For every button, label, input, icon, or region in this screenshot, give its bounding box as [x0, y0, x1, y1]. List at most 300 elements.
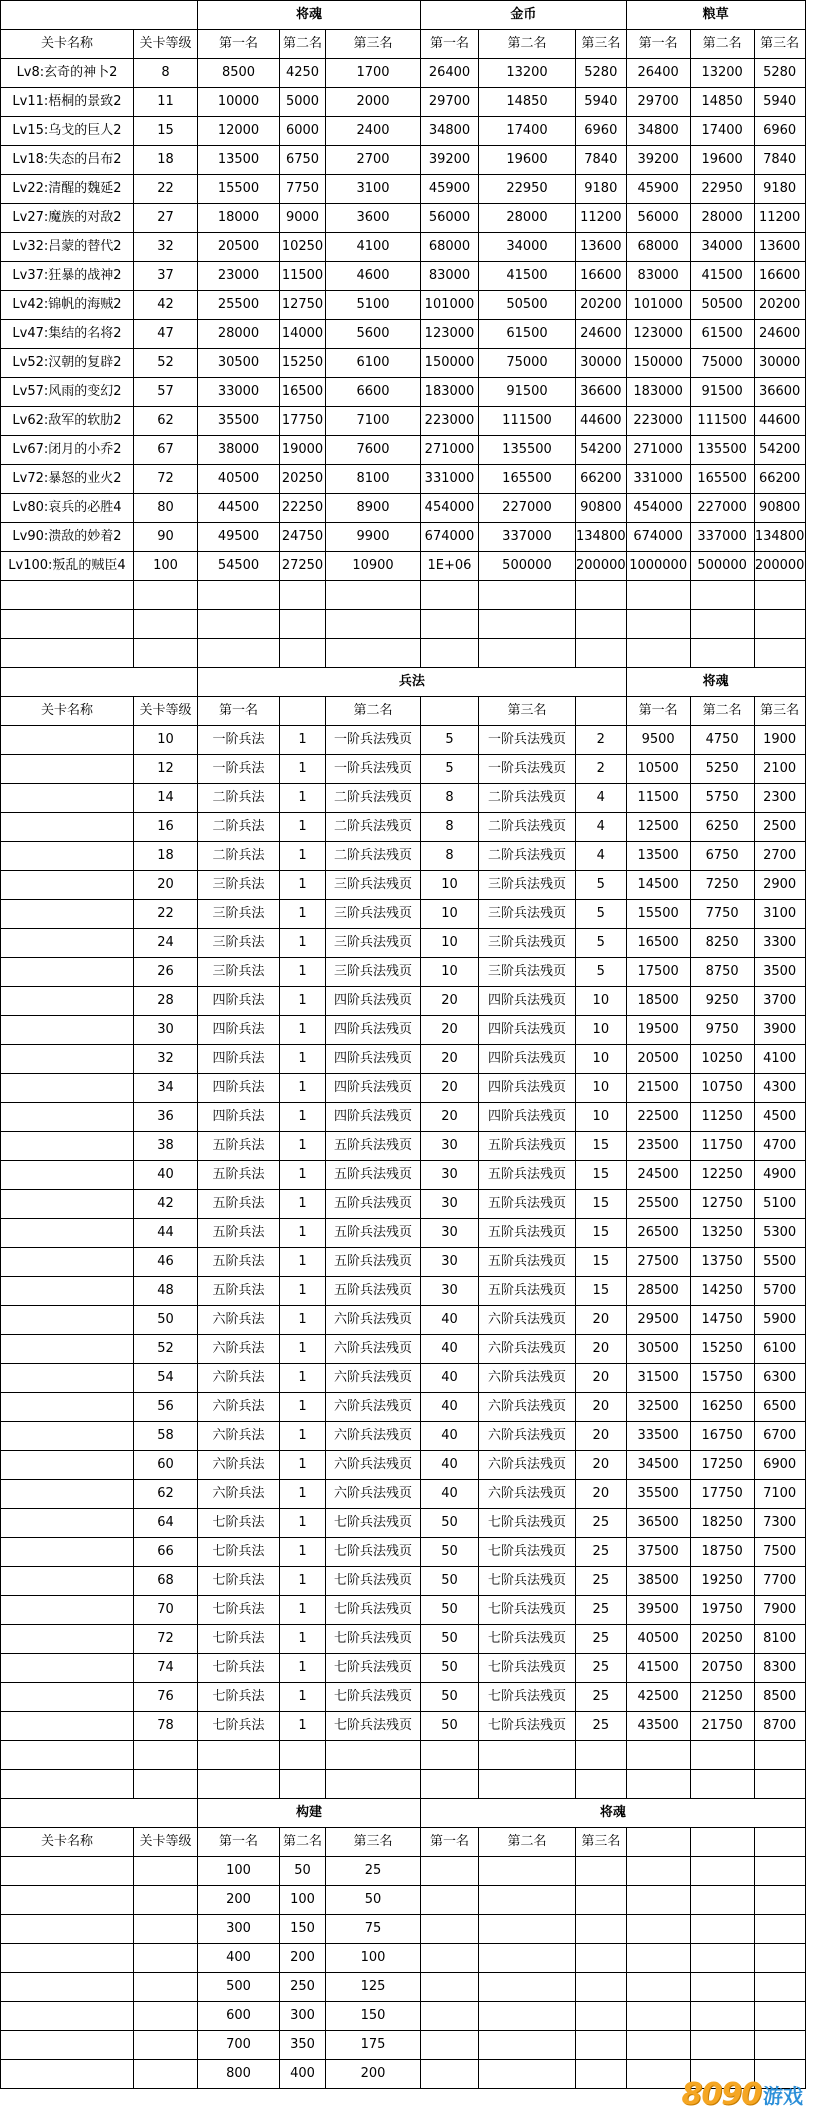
goujian-row	[1, 1886, 806, 1915]
table-cell: 一阶兵法残页	[479, 755, 576, 784]
stage-name-cell	[1, 1886, 134, 1915]
table-cell: 15	[134, 117, 198, 146]
table-cell: 5750	[690, 784, 754, 813]
column-header-row	[1, 697, 806, 726]
table-cell: 17250	[690, 1451, 754, 1480]
table-cell: 44	[134, 1219, 198, 1248]
bingfa-row	[1, 1306, 806, 1335]
table-cell: 19600	[690, 146, 754, 175]
table-cell: 134800	[754, 523, 805, 552]
column-header: 第一名	[198, 30, 280, 59]
table-cell: 六阶兵法	[198, 1306, 280, 1335]
table-cell: 22250	[280, 494, 326, 523]
table-cell: 2700	[754, 842, 805, 871]
table-cell: 23500	[626, 1132, 690, 1161]
stage-name-cell: Lv52:汉朝的复辟2	[1, 349, 134, 378]
column-header: 第一名	[626, 697, 690, 726]
table-cell: 150	[280, 1915, 326, 1944]
table-cell: 28000	[479, 204, 576, 233]
table-cell: 36	[134, 1103, 198, 1132]
blank-row	[1, 610, 806, 639]
table-cell: 三阶兵法	[198, 929, 280, 958]
table-cell	[626, 1944, 690, 1973]
table-cell: 五阶兵法残页	[479, 1132, 576, 1161]
table-cell: 227000	[479, 494, 576, 523]
table-cell: 50	[326, 1886, 421, 1915]
bingfa-row	[1, 1509, 806, 1538]
empty-cell	[326, 1741, 421, 1770]
table-cell: 4900	[754, 1161, 805, 1190]
bingfa-row	[1, 1074, 806, 1103]
table-cell: 5700	[754, 1277, 805, 1306]
table-cell: 1	[280, 1451, 326, 1480]
table-cell: 50	[421, 1654, 479, 1683]
table-cell: 16500	[280, 378, 326, 407]
section-title: 构建	[198, 1799, 421, 1828]
table-cell: 40	[421, 1364, 479, 1393]
table-cell	[479, 1857, 576, 1886]
table-cell	[479, 2002, 576, 2031]
table-cell: 300	[280, 2002, 326, 2031]
reward-row	[1, 204, 806, 233]
table-cell: 四阶兵法残页	[479, 1016, 576, 1045]
table-cell: 七阶兵法残页	[479, 1654, 576, 1683]
table-cell: 674000	[626, 523, 690, 552]
table-cell: 15500	[626, 900, 690, 929]
bingfa-row	[1, 1538, 806, 1567]
table-cell: 42	[134, 1190, 198, 1219]
table-cell: 30	[421, 1248, 479, 1277]
table-cell: 34000	[690, 233, 754, 262]
table-cell: 25	[576, 1538, 627, 1567]
table-cell: 32500	[626, 1393, 690, 1422]
table-cell: 七阶兵法	[198, 1625, 280, 1654]
table-cell: 32	[134, 233, 198, 262]
table-cell: 45900	[421, 175, 479, 204]
table-cell: 5280	[576, 59, 627, 88]
table-cell: 五阶兵法残页	[479, 1219, 576, 1248]
table-cell: 一阶兵法残页	[326, 755, 421, 784]
table-cell: 37	[134, 262, 198, 291]
table-cell: 10	[576, 1103, 627, 1132]
empty-cell	[626, 610, 690, 639]
bingfa-row	[1, 1480, 806, 1509]
stage-name-cell	[1, 1364, 134, 1393]
stage-name-cell	[1, 1915, 134, 1944]
watermark-number: 8090	[681, 2077, 761, 2112]
table-cell: 4250	[280, 59, 326, 88]
stage-name-cell	[1, 871, 134, 900]
table-cell: 二阶兵法残页	[326, 784, 421, 813]
empty-cell	[1, 581, 134, 610]
empty-cell	[1, 1, 198, 30]
table-cell	[626, 2031, 690, 2060]
table-cell: 26	[134, 958, 198, 987]
table-cell: 175	[326, 2031, 421, 2060]
table-cell: 183000	[626, 378, 690, 407]
table-cell: 7750	[280, 175, 326, 204]
table-cell: 七阶兵法残页	[326, 1654, 421, 1683]
table-cell: 六阶兵法残页	[479, 1393, 576, 1422]
table-cell: 5	[421, 755, 479, 784]
reward-row	[1, 436, 806, 465]
table-cell: 54500	[198, 552, 280, 581]
table-cell	[626, 1886, 690, 1915]
table-cell: 337000	[690, 523, 754, 552]
table-cell: 12750	[690, 1190, 754, 1219]
table-cell: 200000	[576, 552, 627, 581]
table-cell: 40	[134, 1161, 198, 1190]
column-header: 第一名	[198, 697, 280, 726]
table-cell: 27	[134, 204, 198, 233]
table-cell: 6000	[280, 117, 326, 146]
table-cell: 2400	[326, 117, 421, 146]
table-cell	[421, 2002, 479, 2031]
table-cell: 19250	[690, 1567, 754, 1596]
table-cell: 3500	[754, 958, 805, 987]
table-cell	[479, 1886, 576, 1915]
table-cell: 18500	[626, 987, 690, 1016]
stage-name-cell	[1, 784, 134, 813]
table-cell: 5100	[754, 1190, 805, 1219]
stage-name-cell	[1, 1161, 134, 1190]
table-cell	[421, 1973, 479, 2002]
table-cell: 15	[576, 1161, 627, 1190]
table-cell: 二阶兵法	[198, 784, 280, 813]
table-cell: 35500	[626, 1480, 690, 1509]
bingfa-row	[1, 1596, 806, 1625]
reward-row	[1, 378, 806, 407]
table-cell: 15	[576, 1277, 627, 1306]
table-cell: 五阶兵法	[198, 1277, 280, 1306]
table-cell: 1000000	[626, 552, 690, 581]
table-cell: 26400	[421, 59, 479, 88]
section-title: 将魂	[626, 668, 805, 697]
table-cell: 六阶兵法残页	[326, 1422, 421, 1451]
table-cell: 五阶兵法残页	[326, 1190, 421, 1219]
table-cell: 四阶兵法残页	[326, 1045, 421, 1074]
stage-name-cell: Lv47:集结的名将2	[1, 320, 134, 349]
table-cell: 20	[421, 1045, 479, 1074]
reward-row	[1, 349, 806, 378]
table-cell: 8300	[754, 1654, 805, 1683]
table-cell: 二阶兵法残页	[479, 784, 576, 813]
reward-row	[1, 552, 806, 581]
table-cell	[576, 1915, 627, 1944]
table-cell: 91500	[690, 378, 754, 407]
stage-name-cell: Lv67:闭月的小乔2	[1, 436, 134, 465]
table-cell: 10	[576, 987, 627, 1016]
bingfa-row	[1, 1654, 806, 1683]
table-cell: 11200	[754, 204, 805, 233]
table-cell: 六阶兵法残页	[479, 1422, 576, 1451]
column-header: 第二名	[690, 697, 754, 726]
reward-row	[1, 146, 806, 175]
site-watermark-logo	[682, 2066, 804, 2112]
table-cell: 1	[280, 1161, 326, 1190]
table-cell: 七阶兵法残页	[326, 1596, 421, 1625]
table-cell: 8250	[690, 929, 754, 958]
table-cell: 7100	[754, 1480, 805, 1509]
stage-name-cell	[1, 900, 134, 929]
bingfa-row	[1, 871, 806, 900]
table-cell: 1	[280, 842, 326, 871]
table-cell: 331000	[421, 465, 479, 494]
table-cell: 9000	[280, 204, 326, 233]
table-cell: 52	[134, 349, 198, 378]
table-cell: 600	[198, 2002, 280, 2031]
table-cell	[134, 2060, 198, 2089]
table-cell	[421, 1915, 479, 1944]
empty-cell	[576, 697, 627, 726]
table-cell: 五阶兵法残页	[326, 1248, 421, 1277]
table-cell: 七阶兵法残页	[479, 1538, 576, 1567]
stage-name-cell	[1, 842, 134, 871]
table-cell: 135500	[479, 436, 576, 465]
table-cell: 500	[198, 1973, 280, 2002]
empty-cell	[576, 1741, 627, 1770]
stage-name-cell	[1, 755, 134, 784]
bingfa-row	[1, 929, 806, 958]
table-cell: 20200	[576, 291, 627, 320]
table-cell	[576, 2060, 627, 2089]
table-cell: 6500	[754, 1393, 805, 1422]
table-cell: 52	[134, 1335, 198, 1364]
table-cell: 454000	[421, 494, 479, 523]
table-cell: 400	[198, 1944, 280, 1973]
table-cell: 200	[326, 2060, 421, 2089]
empty-cell	[1, 639, 134, 668]
table-cell: 400	[280, 2060, 326, 2089]
table-cell: 20	[576, 1393, 627, 1422]
reward-row	[1, 494, 806, 523]
table-cell: 54200	[576, 436, 627, 465]
table-cell: 20	[421, 1103, 479, 1132]
table-cell: 15250	[690, 1335, 754, 1364]
table-cell: 9500	[626, 726, 690, 755]
table-cell: 五阶兵法	[198, 1190, 280, 1219]
table-cell: 3700	[754, 987, 805, 1016]
table-cell: 28000	[198, 320, 280, 349]
table-cell: 七阶兵法残页	[326, 1509, 421, 1538]
table-cell: 50	[134, 1306, 198, 1335]
table-cell: 三阶兵法残页	[479, 929, 576, 958]
table-cell: 一阶兵法残页	[326, 726, 421, 755]
table-cell: 六阶兵法残页	[479, 1364, 576, 1393]
goujian-row	[1, 1857, 806, 1886]
table-cell: 一阶兵法残页	[479, 726, 576, 755]
empty-cell	[1, 1799, 198, 1828]
table-cell: 六阶兵法残页	[479, 1451, 576, 1480]
table-cell: 15250	[280, 349, 326, 378]
table-cell: 10250	[690, 1045, 754, 1074]
table-cell: 四阶兵法残页	[326, 987, 421, 1016]
table-cell: 250	[280, 1973, 326, 2002]
stage-name-cell: Lv90:溃敌的妙着2	[1, 523, 134, 552]
table-cell: 22	[134, 175, 198, 204]
reward-row	[1, 465, 806, 494]
table-cell: 30500	[626, 1335, 690, 1364]
bingfa-row	[1, 1190, 806, 1219]
table-cell: 10	[421, 929, 479, 958]
goujian-row	[1, 1973, 806, 2002]
table-cell: 13600	[754, 233, 805, 262]
table-cell: 40	[421, 1422, 479, 1451]
stage-name-cell	[1, 987, 134, 1016]
table-cell: 2500	[754, 813, 805, 842]
table-cell: 23000	[198, 262, 280, 291]
empty-cell	[576, 639, 627, 668]
stage-name-cell	[1, 958, 134, 987]
table-cell: 62	[134, 407, 198, 436]
table-cell	[479, 1973, 576, 2002]
table-cell: 34	[134, 1074, 198, 1103]
table-cell: 二阶兵法	[198, 813, 280, 842]
table-cell: 七阶兵法	[198, 1509, 280, 1538]
table-cell: 43500	[626, 1712, 690, 1741]
table-cell: 5500	[754, 1248, 805, 1277]
table-cell: 15	[576, 1219, 627, 1248]
table-cell: 26400	[626, 59, 690, 88]
table-cell: 7750	[690, 900, 754, 929]
table-cell: 223000	[626, 407, 690, 436]
table-cell: 56000	[626, 204, 690, 233]
table-cell: 11500	[280, 262, 326, 291]
table-cell: 25	[576, 1596, 627, 1625]
table-cell: 25	[576, 1712, 627, 1741]
table-cell: 四阶兵法残页	[326, 1074, 421, 1103]
table-cell	[690, 2031, 754, 2060]
table-cell	[134, 1915, 198, 1944]
table-cell: 17750	[280, 407, 326, 436]
stage-name-cell: Lv72:暴怒的业火2	[1, 465, 134, 494]
table-cell: 8900	[326, 494, 421, 523]
table-cell	[690, 1857, 754, 1886]
table-cell: 5	[576, 929, 627, 958]
table-cell: 2100	[754, 755, 805, 784]
table-cell: 二阶兵法残页	[479, 842, 576, 871]
table-cell: 27500	[626, 1248, 690, 1277]
table-cell: 二阶兵法残页	[326, 813, 421, 842]
table-cell: 22950	[690, 175, 754, 204]
bingfa-row	[1, 1712, 806, 1741]
table-cell: 六阶兵法残页	[326, 1480, 421, 1509]
table-cell: 六阶兵法残页	[326, 1306, 421, 1335]
table-cell: 29700	[421, 88, 479, 117]
table-cell: 6960	[754, 117, 805, 146]
table-cell: 六阶兵法残页	[326, 1393, 421, 1422]
table-cell: 七阶兵法	[198, 1683, 280, 1712]
stage-name-cell: Lv80:哀兵的必胜4	[1, 494, 134, 523]
table-cell	[479, 1915, 576, 1944]
reward-row	[1, 407, 806, 436]
empty-cell	[134, 1770, 198, 1799]
table-cell: 5	[576, 871, 627, 900]
empty-cell	[479, 1770, 576, 1799]
table-cell: 19000	[280, 436, 326, 465]
table-cell: 六阶兵法	[198, 1364, 280, 1393]
table-cell: 10750	[690, 1074, 754, 1103]
empty-cell	[280, 610, 326, 639]
table-cell: 11	[134, 88, 198, 117]
table-cell: 7900	[754, 1596, 805, 1625]
table-cell: 38000	[198, 436, 280, 465]
table-cell: 42500	[626, 1683, 690, 1712]
empty-cell	[1, 1770, 134, 1799]
table-cell: 30500	[198, 349, 280, 378]
table-cell: 45900	[626, 175, 690, 204]
table-cell: 75000	[690, 349, 754, 378]
table-cell: 1	[280, 871, 326, 900]
column-header: 关卡名称	[1, 1828, 134, 1857]
table-cell: 50	[280, 1857, 326, 1886]
table-cell: 66200	[576, 465, 627, 494]
table-cell: 16600	[576, 262, 627, 291]
empty-cell	[626, 1770, 690, 1799]
table-cell: 四阶兵法	[198, 1045, 280, 1074]
table-cell: 40	[421, 1451, 479, 1480]
table-cell: 57	[134, 378, 198, 407]
table-cell: 300	[198, 1915, 280, 1944]
stage-name-cell	[1, 1277, 134, 1306]
reward-row	[1, 262, 806, 291]
table-cell: 50	[421, 1712, 479, 1741]
table-cell: 8	[421, 842, 479, 871]
table-cell: 四阶兵法	[198, 1016, 280, 1045]
bingfa-row	[1, 1161, 806, 1190]
table-cell: 8100	[754, 1625, 805, 1654]
empty-cell	[576, 581, 627, 610]
table-cell: 12000	[198, 117, 280, 146]
table-cell: 16750	[690, 1422, 754, 1451]
table-cell: 10000	[198, 88, 280, 117]
table-cell: 四阶兵法残页	[479, 987, 576, 1016]
table-cell: 41500	[626, 1654, 690, 1683]
empty-cell	[198, 1741, 280, 1770]
table-cell: 7500	[754, 1538, 805, 1567]
table-cell: 4700	[754, 1132, 805, 1161]
table-cell: 6900	[754, 1451, 805, 1480]
table-cell: 5	[576, 958, 627, 987]
goujian-row	[1, 1915, 806, 1944]
table-cell: 30000	[576, 349, 627, 378]
table-cell: 30	[421, 1161, 479, 1190]
table-cell: 5900	[754, 1306, 805, 1335]
blank-row	[1, 581, 806, 610]
table-cell: 18250	[690, 1509, 754, 1538]
table-cell: 1	[280, 813, 326, 842]
stage-name-cell: Lv37:狂暴的战神2	[1, 262, 134, 291]
stage-name-cell	[1, 2031, 134, 2060]
table-cell: 1E+06	[421, 552, 479, 581]
table-cell: 39200	[626, 146, 690, 175]
table-cell: 37500	[626, 1538, 690, 1567]
column-header: 关卡等级	[134, 1828, 198, 1857]
bingfa-row	[1, 900, 806, 929]
stage-name-cell: Lv11:梧桐的景致2	[1, 88, 134, 117]
column-header: 第二名	[690, 30, 754, 59]
table-cell: 20	[421, 1074, 479, 1103]
table-cell: 4	[576, 784, 627, 813]
table-cell: 21500	[626, 1074, 690, 1103]
section-title-row	[1, 668, 806, 697]
table-cell: 56000	[421, 204, 479, 233]
table-cell: 10500	[626, 755, 690, 784]
stage-name-cell	[1, 2002, 134, 2031]
table-cell: 22	[134, 900, 198, 929]
table-cell: 50	[421, 1683, 479, 1712]
table-cell: 1	[280, 1248, 326, 1277]
